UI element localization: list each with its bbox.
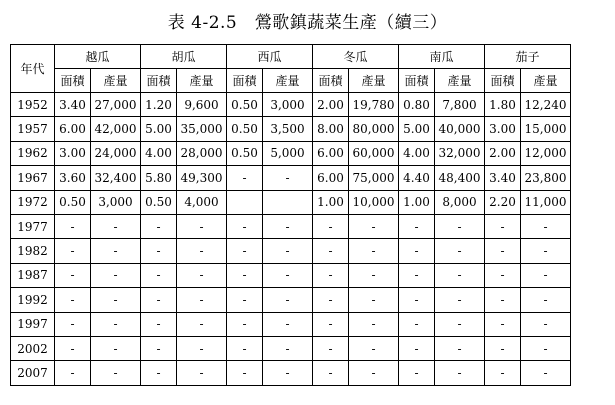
table-row [11,312,571,336]
area-cell: - [399,263,435,287]
production-cell: - [177,312,227,336]
area-cell: - [227,288,263,312]
production-cell: 28,000 [177,141,227,165]
table-row [11,239,571,263]
crop-header: 南瓜 [399,45,485,69]
year-column-header: 年代 [11,45,55,93]
production-cell [263,190,313,214]
area-cell: - [485,288,521,312]
area-cell: - [141,263,177,287]
area-cell: 3.40 [485,166,521,190]
table-body [11,93,571,386]
area-cell: 3.60 [55,166,91,190]
area-cell: - [313,288,349,312]
production-cell: - [177,214,227,238]
area-cell: - [485,239,521,263]
area-cell: - [227,239,263,263]
area-cell: 0.80 [399,93,435,117]
area-cell: 4.00 [399,141,435,165]
area-cell: 2.00 [313,93,349,117]
area-cell: - [55,263,91,287]
production-cell: - [435,239,485,263]
production-cell: 3,000 [263,93,313,117]
production-cell: - [521,288,571,312]
crop-header: 西瓜 [227,45,313,69]
production-cell: - [177,288,227,312]
production-cell: - [263,263,313,287]
production-cell: - [349,214,399,238]
header-row-measures [11,69,571,93]
production-cell: 48,400 [435,166,485,190]
vegetable-production-table [10,44,571,386]
area-header: 面積 [227,69,263,93]
area-cell: 0.50 [227,93,263,117]
area-cell: 3.00 [55,141,91,165]
production-cell: - [91,214,141,238]
area-cell: - [399,214,435,238]
production-cell: 12,240 [521,93,571,117]
production-cell: - [349,336,399,360]
area-cell [227,190,263,214]
area-cell: - [227,336,263,360]
area-cell: 8.00 [313,117,349,141]
area-cell: - [55,312,91,336]
year-cell: 1972 [11,190,55,214]
area-cell: 6.00 [313,141,349,165]
production-cell: - [435,312,485,336]
area-cell: - [313,312,349,336]
production-cell: 35,000 [177,117,227,141]
production-cell: - [263,361,313,385]
production-cell: 32,400 [91,166,141,190]
area-cell: - [313,263,349,287]
production-cell: - [349,361,399,385]
production-header: 產量 [349,69,399,93]
production-cell: - [435,263,485,287]
table-row [11,117,571,141]
area-cell: 6.00 [313,166,349,190]
area-cell: - [55,239,91,263]
table-row [11,93,571,117]
area-cell: - [227,166,263,190]
area-cell: - [227,312,263,336]
area-cell: - [55,361,91,385]
area-cell: - [399,239,435,263]
area-cell: 5.00 [141,117,177,141]
area-cell: - [227,214,263,238]
area-cell: - [141,312,177,336]
production-cell: - [263,214,313,238]
production-cell: 4,000 [177,190,227,214]
area-cell: - [141,288,177,312]
area-cell: - [55,288,91,312]
table-row [11,141,571,165]
year-cell: 1952 [11,93,55,117]
area-cell: - [313,361,349,385]
area-cell: 1.80 [485,93,521,117]
production-cell: 12,000 [521,141,571,165]
table-row [11,190,571,214]
page-title: 表 4-2.5 鶯歌鎮蔬菜生產（續三） [167,13,448,33]
production-cell: - [349,312,399,336]
year-cell: 2007 [11,361,55,385]
production-cell: 75,000 [349,166,399,190]
year-cell: 1992 [11,288,55,312]
production-cell: 60,000 [349,141,399,165]
area-cell: 4.40 [399,166,435,190]
production-cell: 27,000 [91,93,141,117]
production-cell: 15,000 [521,117,571,141]
production-cell: - [177,361,227,385]
table-row [11,336,571,360]
production-cell: 19,780 [349,93,399,117]
area-cell: 3.40 [55,93,91,117]
production-cell: 3,500 [263,117,313,141]
table-row [11,361,571,385]
area-cell: - [313,214,349,238]
production-cell: - [349,263,399,287]
area-cell: 5.00 [399,117,435,141]
area-cell: - [485,312,521,336]
area-cell: - [313,336,349,360]
production-cell: 5,000 [263,141,313,165]
year-cell: 1977 [11,214,55,238]
area-cell: 1.20 [141,93,177,117]
production-header: 產量 [177,69,227,93]
area-cell: 0.50 [141,190,177,214]
area-cell: 1.00 [313,190,349,214]
production-cell: 49,300 [177,166,227,190]
production-cell: 3,000 [91,190,141,214]
year-cell: 1967 [11,166,55,190]
production-cell: - [263,336,313,360]
year-cell: 1957 [11,117,55,141]
production-cell: - [91,336,141,360]
area-cell: 6.00 [55,117,91,141]
production-cell: 42,000 [91,117,141,141]
production-cell: - [521,361,571,385]
production-cell: - [91,361,141,385]
area-cell: - [55,214,91,238]
area-header: 面積 [313,69,349,93]
production-cell: - [91,239,141,263]
table-row [11,263,571,287]
crop-header: 越瓜 [55,45,141,69]
production-cell: - [435,361,485,385]
crop-header: 冬瓜 [313,45,399,69]
area-cell: 2.20 [485,190,521,214]
year-cell: 1997 [11,312,55,336]
header-row-crops [11,45,571,69]
production-cell: - [435,288,485,312]
production-cell: 10,000 [349,190,399,214]
area-cell: - [227,361,263,385]
production-cell: - [91,288,141,312]
production-cell: 23,800 [521,166,571,190]
production-cell: - [177,263,227,287]
production-cell: - [263,312,313,336]
area-cell: - [485,263,521,287]
year-cell: 1962 [11,141,55,165]
production-header: 產量 [435,69,485,93]
area-cell: 4.00 [141,141,177,165]
production-cell: 32,000 [435,141,485,165]
area-cell: - [313,239,349,263]
area-cell: 5.80 [141,166,177,190]
year-cell: 2002 [11,336,55,360]
area-cell: - [141,361,177,385]
table-row [11,288,571,312]
production-cell: - [263,288,313,312]
area-header: 面積 [55,69,91,93]
production-cell: - [521,312,571,336]
area-cell: - [399,312,435,336]
production-header: 產量 [263,69,313,93]
area-cell: - [399,361,435,385]
area-cell: - [55,336,91,360]
production-cell: - [177,239,227,263]
crop-header: 胡瓜 [141,45,227,69]
production-cell: 40,000 [435,117,485,141]
production-cell: 24,000 [91,141,141,165]
table-row [11,166,571,190]
production-cell: - [521,239,571,263]
production-cell: - [91,312,141,336]
production-cell: - [91,263,141,287]
area-cell: 1.00 [399,190,435,214]
year-cell: 1987 [11,263,55,287]
area-cell: - [227,263,263,287]
production-cell: 11,000 [521,190,571,214]
area-cell: - [141,214,177,238]
production-cell: - [435,214,485,238]
production-cell: - [521,336,571,360]
area-cell: - [399,336,435,360]
area-cell: 0.50 [227,117,263,141]
area-cell: 2.00 [485,141,521,165]
production-cell: - [349,288,399,312]
production-cell: 80,000 [349,117,399,141]
production-cell: - [177,336,227,360]
area-cell: - [485,361,521,385]
area-cell: - [485,336,521,360]
table-row [11,214,571,238]
production-header: 產量 [91,69,141,93]
production-cell: 7,800 [435,93,485,117]
area-cell: - [485,214,521,238]
area-cell: 0.50 [55,190,91,214]
area-cell: - [141,239,177,263]
production-header: 產量 [521,69,571,93]
production-cell: - [263,239,313,263]
area-cell: 0.50 [227,141,263,165]
crop-header: 茄子 [485,45,571,69]
production-cell: - [521,263,571,287]
production-cell: - [349,239,399,263]
production-cell: - [263,166,313,190]
production-cell: 9,600 [177,93,227,117]
area-cell: 3.00 [485,117,521,141]
area-cell: - [141,336,177,360]
area-header: 面積 [141,69,177,93]
year-cell: 1982 [11,239,55,263]
area-header: 面積 [399,69,435,93]
production-cell: - [435,336,485,360]
area-header: 面積 [485,69,521,93]
area-cell: - [399,288,435,312]
production-cell: - [521,214,571,238]
production-cell: 8,000 [435,190,485,214]
